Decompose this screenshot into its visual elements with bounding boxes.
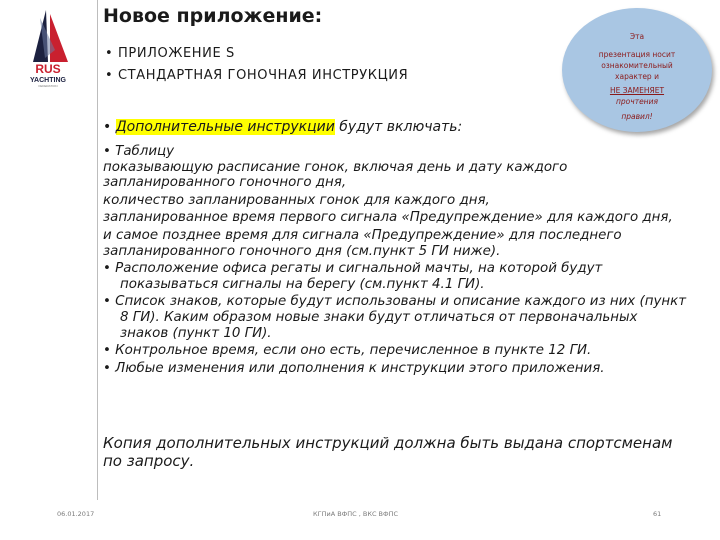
logo-brand-text: RUS (35, 62, 61, 76)
rus-yachting-logo (10, 8, 85, 88)
intro-highlighted-text: Дополнительные инструкции (115, 119, 335, 135)
body-line: • Таблицу (103, 144, 175, 159)
intro-bullet-marker: • (103, 119, 116, 135)
disclaimer-line: НЕ ЗАМЕНЯЕТ (609, 86, 665, 95)
body-line: • Список знаков, которые будут использованы и описание каждого из них (пункт (103, 294, 687, 310)
slide-title: Новое приложение: (103, 5, 323, 27)
body-line: запланированное время первого сигнала «Предупреждение» для каждого дня, (103, 210, 673, 226)
intro-rest-text: будут включать: (334, 119, 463, 135)
instructions-body (103, 144, 715, 376)
disclaimer-line: правил! (621, 112, 653, 121)
disclaimer-line: ознакомительный (601, 61, 673, 70)
copy-request-note (103, 434, 715, 470)
page-number: 61 (653, 510, 662, 518)
sail-logo-icon (10, 8, 85, 88)
intro-bullet (103, 119, 462, 135)
top-bullet-item: • СТАНДАРТНАЯ ГОНОЧНАЯ ИНСТРУКЦИЯ (105, 68, 409, 83)
top-bullet-list (105, 43, 408, 87)
disclaimer-line: презентация носит (598, 50, 676, 59)
body-line: показывающую расписание гонок, включая день и дату каждого (103, 159, 568, 175)
body-line: • Расположение офиса регаты и сигнальной мачты, на которой будут (103, 261, 603, 277)
body-line: показываться сигналы на берегу (см.пункт 4.1 ГИ). (120, 276, 485, 292)
body-line: и самое позднее время для сигнала «Предупреждение» для последнего (103, 227, 622, 243)
disclaimer-bubble (562, 8, 712, 132)
copy-line: по запросу. (103, 452, 195, 470)
footer-center-text: КГПиА ВФПС , ВКС ВФПС (313, 510, 399, 518)
logo-sub-text: YACHTING (30, 77, 66, 84)
disclaimer-line: Эта (629, 32, 645, 41)
body-line: • Контрольное время, если оно есть, перечисленное в пункте 12 ГИ. (103, 343, 592, 359)
disclaimer-line: прочтения (616, 97, 658, 106)
body-line: • Любые изменения или дополнения к инструкции этого приложения. (103, 360, 605, 376)
body-line: количество запланированных гонок для каждого дня, (103, 192, 490, 208)
logo-tag-text: FEDERATION (38, 84, 58, 88)
top-bullet-item: • ПРИЛОЖЕНИЕ S (105, 46, 235, 61)
copy-line: Копия дополнительных инструкций должна быть выдана спортсменам (103, 434, 673, 452)
disclaimer-line: характер и (615, 72, 659, 81)
body-line: знаков (пункт 10 ГИ). (120, 325, 272, 341)
body-line: 8 ГИ). Каким образом новые знаки будут отличаться от первоначальных (120, 309, 638, 325)
left-divider-line (97, 0, 98, 500)
body-line: запланированного гоночного дня (см.пункт 5 ГИ ниже). (103, 243, 501, 259)
footer-date: 06.01.2017 (57, 510, 95, 518)
body-line: запланированного гоночного дня, (103, 175, 347, 191)
